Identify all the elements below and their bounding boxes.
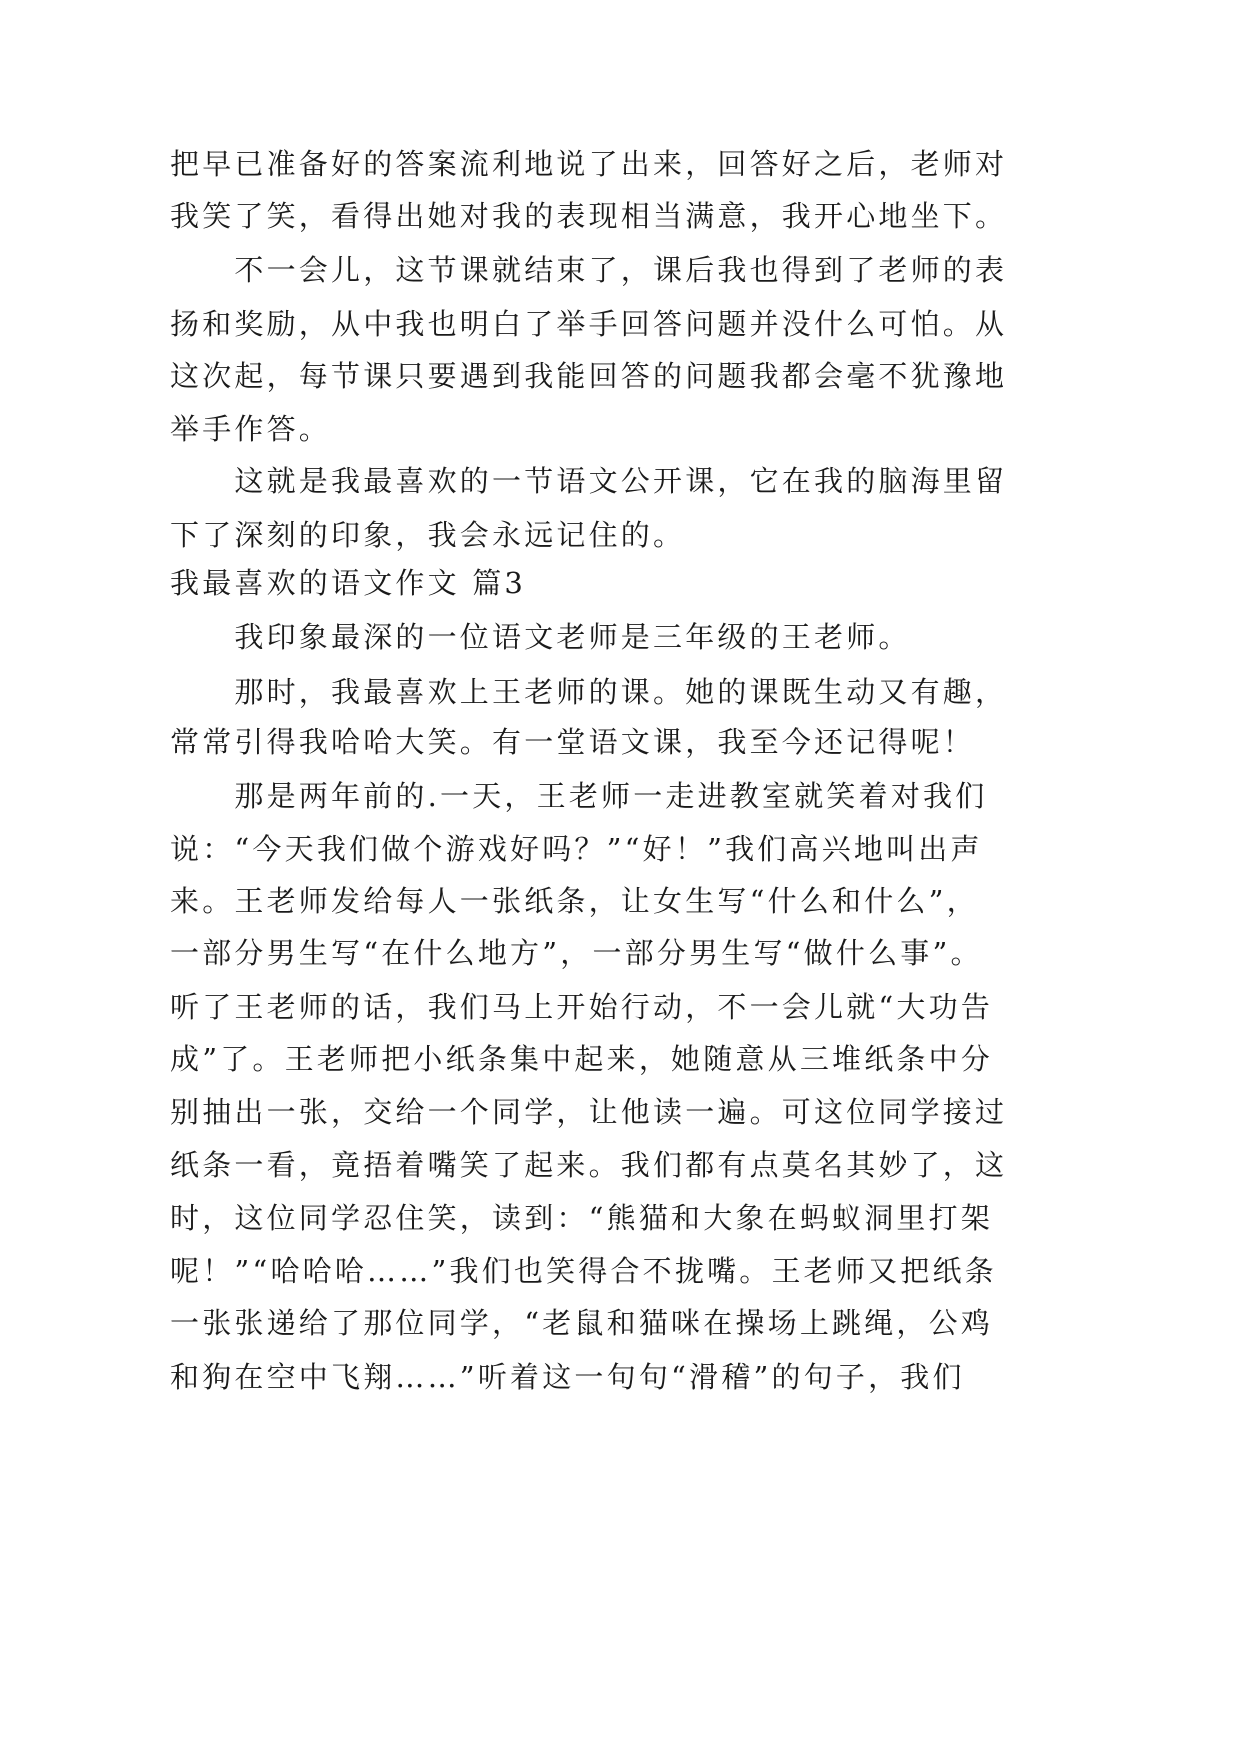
text-line: 下了深刻的印象，我会永远记住的。 — [170, 518, 686, 552]
text-line: 把早已准备好的答案流利地说了出来，回答好之后，老师对 — [170, 147, 1008, 181]
text-line: 别抽出一张，交给一个同学，让他读一遍。可这位同学接过 — [170, 1095, 1008, 1129]
text-line: 那是两年前的.一天，王老师一走进教室就笑着对我们 — [170, 779, 988, 813]
text-line: 举手作答。 — [170, 412, 332, 446]
text-line: 扬和奖励，从中我也明白了举手回答问题并没什么可怕。从 — [170, 307, 1008, 341]
text-line: 常常引得我哈哈大笑。有一堂语文课，我至今还记得呢！ — [170, 725, 976, 759]
text-line: 和狗在空中飞翔……”听着这一句句“滑稽”的句子，我们 — [170, 1360, 965, 1394]
text-line: 听了王老师的话，我们马上开始行动，不一会儿就“大功告 — [170, 990, 994, 1024]
text-line: 我笑了笑，看得出她对我的表现相当满意，我开心地坐下。 — [170, 199, 1008, 233]
text-line: 成”了。王老师把小纸条集中起来，她随意从三堆纸条中分 — [170, 1042, 994, 1076]
text-line: 那时，我最喜欢上王老师的课。她的课既生动又有趣， — [170, 675, 1008, 709]
section-heading: 我最喜欢的语文作文 篇3 — [170, 566, 527, 600]
text-line: 一部分男生写“在什么地方”，一部分男生写“做什么事”。 — [170, 936, 983, 970]
text-line: 这就是我最喜欢的一节语文公开课，它在我的脑海里留 — [170, 464, 1008, 498]
text-line: 呢！”“哈哈哈……”我们也笑得合不拢嘴。王老师又把纸条 — [170, 1254, 997, 1288]
text-line: 我印象最深的一位语文老师是三年级的王老师。 — [170, 620, 911, 654]
text-line: 时，这位同学忍住笑，读到：“熊猫和大象在蚂蚁洞里打架 — [170, 1201, 994, 1235]
text-line: 不一会儿，这节课就结束了，课后我也得到了老师的表 — [170, 253, 1008, 287]
text-line: 说：“今天我们做个游戏好吗？”“好！”我们高兴地叫出声 — [170, 832, 983, 866]
text-line: 这次起，每节课只要遇到我能回答的问题我都会毫不犹豫地 — [170, 359, 1008, 393]
text-line: 一张张递给了那位同学，“老鼠和猫咪在操场上跳绳，公鸡 — [170, 1306, 994, 1340]
text-line: 来。王老师发给每人一张纸条，让女生写“什么和什么”， — [170, 884, 979, 918]
text-line: 纸条一看，竟捂着嘴笑了起来。我们都有点莫名其妙了，这 — [170, 1148, 1008, 1182]
